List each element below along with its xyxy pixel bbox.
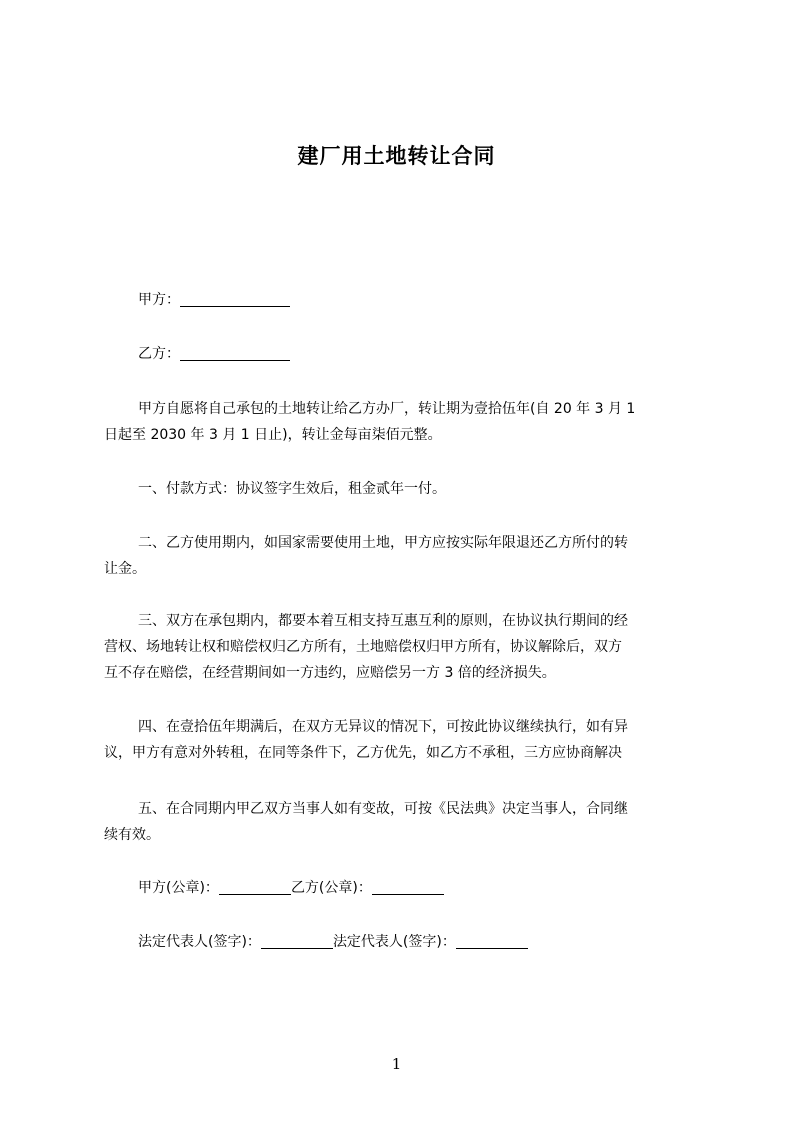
clause-3-line-2: 营权、场地转让权和赔偿权归乙方所有，土地赔偿权归甲方所有，协议解除后，双方 [104,639,622,655]
party-b-line [104,342,738,366]
intro-line-2: 日起至 2030 年 3 月 1 日止)，转让金每亩柒佰元整。 [104,427,442,443]
clause-4-line-1: 四、在壹拾伍年期满后，在双方无异议的情况下，可按此协议继续执行，如有异 [138,719,628,735]
seal-a-blank[interactable] [219,879,291,895]
clause-4 [104,714,704,766]
rep-a-label: 法定代表人(签字)： [138,934,261,950]
clause-2-line-2: 让金。 [104,561,146,577]
clause-3-line-3: 互不存在赔偿，在经营期间如一方违约，应赔偿另一方 3 倍的经济损失。 [104,665,556,681]
party-a-blank[interactable] [180,291,290,307]
seal-b-blank[interactable] [372,879,444,895]
party-b-label: 乙方： [138,346,180,362]
clause-4-line-2: 议，甲方有意对外转租，在同等条件下，乙方优先，如乙方不承租，三方应协商解决 [104,745,622,761]
clause-2 [104,530,704,582]
seal-line [104,876,738,900]
rep-b-blank[interactable] [456,933,528,949]
clause-3-line-1: 三、双方在承包期内，都要本着互相支持互惠互利的原则，在协议执行期间的经 [138,613,628,629]
representative-line [104,930,738,954]
clause-5-line-2: 续有效。 [104,827,160,843]
intro-line-1: 甲方自愿将自己承包的土地转让给乙方办厂，转让期为壹拾伍年(自 20 年 3 月 1 [138,401,636,417]
intro-paragraph [104,396,704,448]
document-title: 建厂用土地转让合同 [297,144,496,168]
page-number: 1 [391,1055,402,1073]
rep-a-blank[interactable] [261,933,333,949]
seal-a-label: 甲方(公章)： [138,880,219,896]
clause-5 [104,796,704,848]
clause-2-line-1: 二、乙方使用期内，如国家需要使用土地，甲方应按实际年限退还乙方所付的转 [138,535,628,551]
seal-b-label: 乙方(公章)： [290,880,372,896]
clause-5-line-1: 五、在合同期内甲乙双方当事人如有变故，可按《民法典》决定当事人，合同继 [138,801,628,817]
party-a-line [104,288,738,312]
party-a-label: 甲方： [138,292,180,308]
rep-b-label: 法定代表人(签字)： [332,934,456,950]
clause-3 [104,608,704,686]
clause-1 [104,476,704,502]
clause-1-line-1: 一、付款方式：协议签字生效后，租金贰年一付。 [138,481,446,497]
party-b-blank[interactable] [180,345,290,361]
